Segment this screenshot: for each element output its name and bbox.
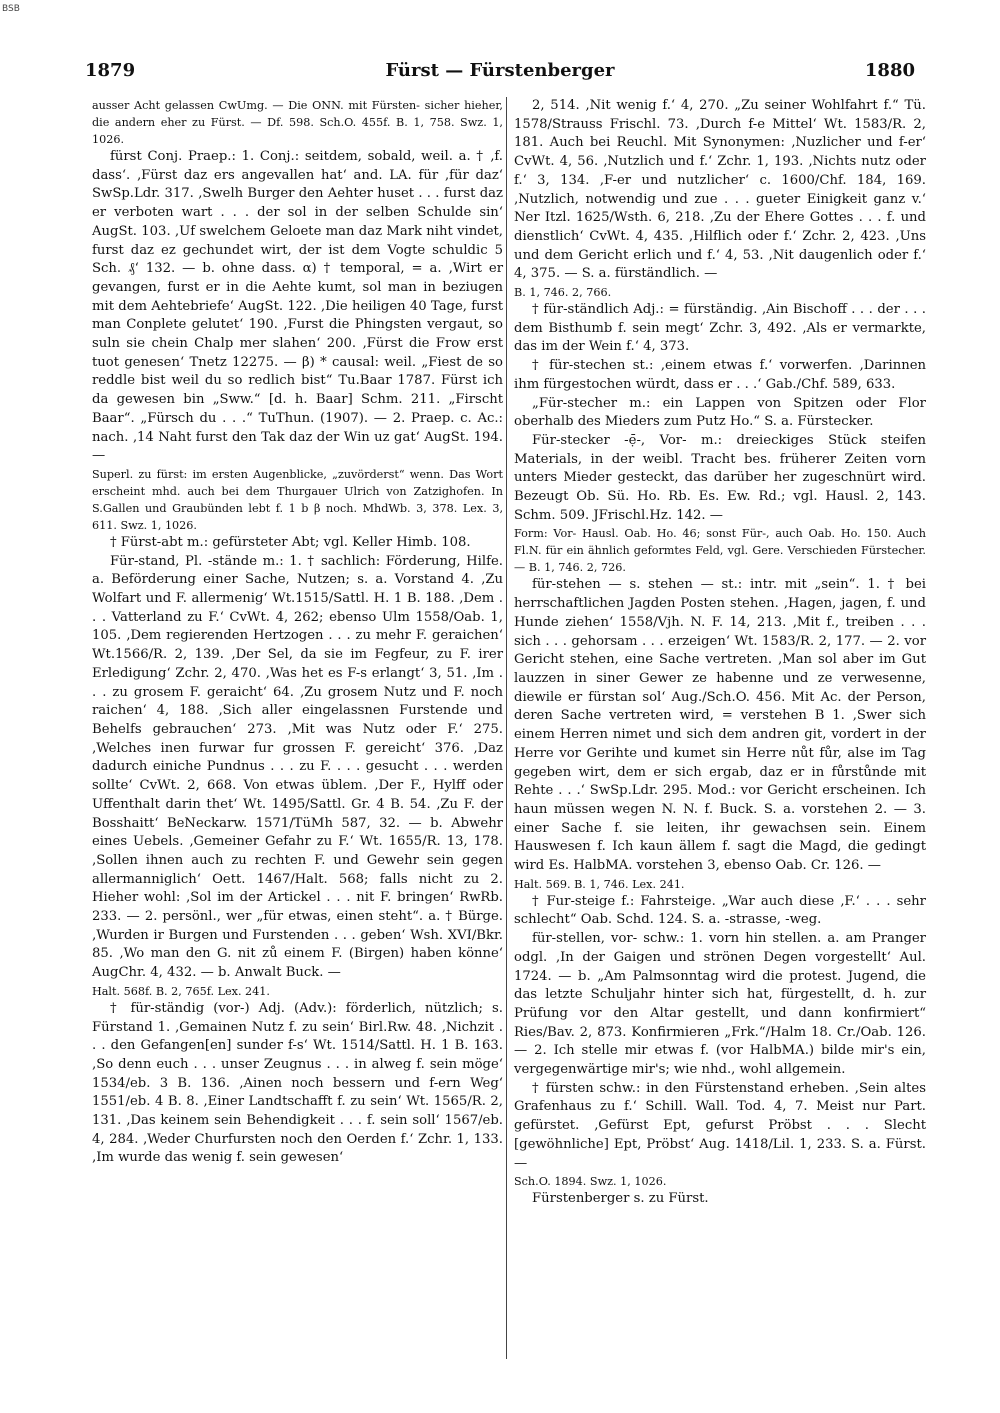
reference-note: ausser Acht gelassen CwUmg. — Die ONN. mit Fürsten- sicher hieher, die andern eher zu Fürst. — Df. 598. Sch.O. 455f. B. 1, 758. Swz. 1, 1026. [92, 99, 503, 146]
reference-note: Halt. 568f. B. 2, 765f. Lex. 241. [92, 984, 270, 998]
reference-note: Form: Vor- Hausl. Oab. Ho. 46; sonst Für-, auch Oab. Ho. 150. Auch Fl.N. für ein ähnlich geformtes Feld, vgl. Gere. Verschieden Fürstecher. — B. 1, 746. 2, 726. [514, 527, 926, 575]
right-column [514, 97, 926, 1209]
dictionary-entry: für-stehen — s. stehen — st.: intr. mit „sein“. 1. † bei herrschaftlichen Jagden Posten stehen. ‚Hagen, jagen, f. und Hunde ziehen‘ 1558/Vjh. N. F. 14, 213. ‚Mit f., treiben . . . sich . . . gehorsam . . . erzeigen‘ Wt. 1583/R. 2, 177. — 2. vor Gericht stehen, eine Sache vertreten. ‚Man sol aber im Gut lauzzen in siner Gewer ze habenne und ze verwesenne, diewile er fürstan sol‘ Aug./Sch.O. 456. Mit Ac. der Person, deren Sache vertreten wird, = verstehen B 1. ‚Swer sich einem Herren nimet und sich dem andren git, vordert in der Herre vor Gerihte und kumet sin Herre nůt fůr, alse im Tag gegeben wirt, dem er sich ergab, daz er in fůrstůnde mit Rehte . . .‘ SwSp.Ldr. 295. Mod.: vor Gericht erscheinen. Ich haun müssen wegen N. N. f. Buck. S. a. vorstehen 2. — 3. einer Sache f. sie leiten, ihr gewachsen sein. Einem Hauswesen f. Ich kaun ällem f. sagt die Magd, die gedingt wird Es. HalbMA. vorstehen 3, ebenso Oab. Cr. 126. — [514, 577, 926, 874]
dictionary-entry: für-stellen, vor- schw.: 1. vorn hin stellen. a. am Pranger odgl. ‚In der Gaigen und strönen Degen vorgestellt‘ Aul. 1724. — b. „Am Palmsonntag wird die protest. Jugend, die das letzte Schuljahr hinter sich hat, fürgestellt, d. h. zur Prüfung vor den Altar gestellt, und dann konfirmiert“ Ries/Bav. 2, 873. Konfirmieren „Frk.“/Halm 18. Cr./Oab. 126. — 2. Ich stelle mir etwas f. (vor HalbMA.) bilde mir's ein, vergegenwärtige mir's; wie nhd., wohl allgemein. [514, 931, 926, 1078]
column-divider [506, 97, 507, 1359]
dictionary-entry: † für-stechen st.: ‚einem etwas f.‘ vorwerfen. ‚Darinnen ihm fürgestochen würdt, dass er . . .‘ Gab./Chf. 589, 633. [514, 358, 926, 392]
dictionary-entry: † Fürst-abt m.: gefürsteter Abt; vgl. Keller Himb. 108. [110, 534, 471, 550]
page-title: Fürst — Fürstenberger [385, 60, 615, 81]
dictionary-entry: † Fur-steige f.: Fahrsteige. „War auch diese ‚F.‘ . . . sehr schlecht“ Oab. Schd. 124. S. a. -strasse, -weg. [514, 893, 926, 928]
reference-note: B. 1, 746. 2, 766. [514, 286, 612, 300]
dictionary-entry: 2, 514. ‚Nit wenig f.‘ 4, 270. „Zu seiner Wohlfahrt f.“ Tü. 1578/Strauss Frischl. 73. ‚Durch f-e Mittel‘ Wt. 1583/R. 2, 181. Auch bei Reuchl. Mit Synonymen: ‚Nuzlicher und f-er‘ CvWt. 4, 56. ‚Nutzlich und f.‘ Zchr. 1, 193. ‚Nichts nutz oder f.‘ 3, 134. ‚F-er und nutzlicher‘ c. 1600/Chf. 184, 169. ‚Nutzlich, notwendig und zue . . . gueter Einigkeit ganz v.‘ Ner Itzl. 1625/Wsth. 6, 218. ‚Zu der Ehere Gottes . . . f. und dienstlich‘ CvWt. 4, 435. ‚Hilflich oder f.‘ Zchr. 2, 423. ‚Uns und dem Gericht erlich und f.‘ 4, 53. ‚Nit daugenlich oder f.‘ 4, 375. — S. a. fürständlich. — [514, 98, 926, 282]
reference-note: Superl. zu fürst: im ersten Augenblicke, „zuvörderst“ wenn. Das Wort erscheint mhd. auch bei dem Thurgauer Ulrich von Zatzighofen. In S.Gallen und Graubünden lebt f. 1 b β noch. MhdWb. 3, 378. Lex. 3, 611. Swz. 1, 1026. [92, 467, 503, 532]
dictionary-entry: † fürsten schw.: in den Fürstenstand erheben. ‚Sein altes Grafenhaus zu f.‘ Schill. Wall. Tod. 4, 7. Meist nur Part. gefürstet. ‚Gefürst Ept, gefurst Pröbst . . . Slecht [gewöhnliche] Ept, Pröbst‘ Aug. 1418/Lil. 1, 233. S. a. Fürst. — [514, 1080, 926, 1171]
reference-note: Sch.O. 1894. Swz. 1, 1026. [514, 1175, 667, 1189]
page-number-left: 1879 [85, 60, 136, 81]
dictionary-entry: † für-ständig (vor-) Adj. (Adv.): förderlich, nützlich; s. Fürstand 1. ‚Gemainen Nutz f. zu sein‘ Birl.Rw. 48. ‚Nichzit . . . den Gefangen[en] sunder f-s‘ Wt. 1514/Sattl. H. 1 B. 163. ‚So denn euch . . . unser Zeugnus . . . in alweg f. sein möge‘ 1534/eb. 3 B. 136. ‚Ainen noch bessern und f-ern Weg‘ 1551/eb. 4 B. 8. ‚Einer Landtschafft f. zu sein‘ Wt. 1565/R. 2, 131. ‚Das keinem sein Behendigkeit . . . f. sein soll‘ 1567/eb. 4, 284. ‚Weder Churfursten noch den Oerden f.‘ Zchr. 1, 133. ‚Im wurde das wenig f. sein gewesen‘ [92, 1000, 503, 1166]
dictionary-entry: Für-stand, Pl. -stände m.: 1. † sachlich: Förderung, Hilfe. a. Beförderung einer Sache, Nutzen; s. a. Vorstand 4. ‚Zu Wolfart und F. allermenig‘ Wt.1515/Sattl. H. 1 B. 188. ‚Dem . . . Vatterland zu F.‘ CvWt. 4, 262; ebenso Ulm 1558/Oab. 1, 105. ‚Dem regierenden Hertzogen . . . zu mehr F. geraichen‘ Wt.1566/R. 2, 139. ‚Der Sel, da sie im Fegfeur, zu F. irer Erledigung‘ Zchr. 2, 470. ‚Was het es F-s erlangt‘ 3, 51. ‚Im . . . zu grosem F. geraicht‘ 64. ‚Zu grosem Nutz und F. noch raichen‘ 4, 188. ‚Sich aller eingelassnen Furstende und Behelfs gebrauchen‘ 273. ‚Mit was Nutz oder F.‘ 275. ‚Welches inen furwar fur grossen F. gereicht‘ 376. ‚Daz dadurch einiche Pundnus . . . zu F. . . . gesucht . . . werden sollte‘ CvWt. 2, 668. Von etwas üblem. ‚Der F., Hylff oder Uffenthalt darin thet‘ Wt. 1495/Sattl. Gr. 4 B. 54. ‚Zu F. der Bosshaitt‘ BeNeckarw. 1571/TüMh 587, 32. — b. Abwehr eines Uebels. ‚Gemeiner Gefahr zu F.‘ Wt. 1655/R. 13, 178. ‚Sollen ihnen auch zu rechten F. und Gewehr sein gegen allermanniglich‘ Oett. 1467/Halt. 568; falls nicht zu 2. Hieher wohl: ‚Sol im der Artickel . . . nit F. bringen‘ RwRb. 233. — 2. persönl., wer „für etwas, einen steht“. a. † Bürge. ‚Wurden ir Burgen und Furstenden . . . geben‘ Wsh. XVI/Bkr. 85. ‚Wo man den G. nit zů einem F. (Birgen) haben könne‘ AugChr. 4, 432. — b. Anwalt Buck. — [92, 553, 503, 981]
page-number-right: 1880 [864, 60, 915, 81]
dictionary-entry: † für-ständlich Adj.: = fürständig. ‚Ain Bischoff . . . der . . . dem Bisthumb f. sein megt‘ Zchr. 3, 492. ‚Als er vermarkte, das im der Wein f.‘ 4, 373. [514, 302, 926, 355]
dictionary-entry: „Für-stecher m.: ein Lappen von Spitzen oder Flor oberhalb des Mieders zum Putz Ho.“ S. a. Fürstecker. [514, 395, 926, 430]
dictionary-entry: fürst Conj. Praep.: 1. Conj.: seitdem, sobald, weil. a. † ‚f. dass‘. ‚Fürst daz ers angevallen hat‘ and. LA. für ‚für daz‘ SwSp.Ldr. 317. ‚Swelh Burger den Aehter huset . . . furst daz er verboten wart . . . der sol in der selben Schulde sin‘ AugSt. 103. ‚Uf swelchem Geloete man daz Mark niht vindet, furst daz ez gechundet wirt, der ist dem Vogte schuldic 5 Sch. ₰‘ 132. — b. ohne dass. α) † temporal, = a. ‚Wirt er gevangen, furst er in die Aehte kumt, sol man in beziugen mit dem Aehtebriefe‘ AugSt. 122. ‚Die heiligen 40 Tage, furst man Conplete gelutet‘ 190. ‚Furst die Phingsten vergaut, so suln sie chein Chalp mer slahen‘ 200. ‚Fürst die Frow erst tuot genesen‘ Tnetz 12275. — β) * causal: weil. „Fiest de so reddle bist weil du so redlich bist“ Tu.Baar 1787. Fürst ich da gewesen bin „Sww.“ [d. h. Baar] Schm. 211. „Firscht Baar“. „Fürsch du . . .“ TuThun. (1907). — 2. Praep. c. Ac.: nach. ‚14 Naht furst den Tak daz der Win uz gat‘ AugSt. 194. — [92, 149, 503, 464]
dictionary-entry: Für-stecker -ẹ̄-, Vor- m.: dreieckiges Stück steifen Materials, in der weibl. Tracht bes. früherer Zeiten vorn unters Mieder gesteckt, das darüber her zugeschnürt wird. Bezeugt Ob. Sü. Ho. Rb. Es. Ew. Rd.; vgl. Hausl. 2, 143. Schm. 509. JFrischl.Hz. 142. — [514, 432, 926, 523]
page-header [85, 60, 915, 84]
reference-note: Halt. 569. B. 1, 746. Lex. 241. [514, 877, 685, 891]
left-column [92, 97, 503, 1168]
dictionary-entry: Fürstenberger s. zu Fürst. [532, 1191, 709, 1207]
library-stamp: BSB [2, 4, 20, 14]
